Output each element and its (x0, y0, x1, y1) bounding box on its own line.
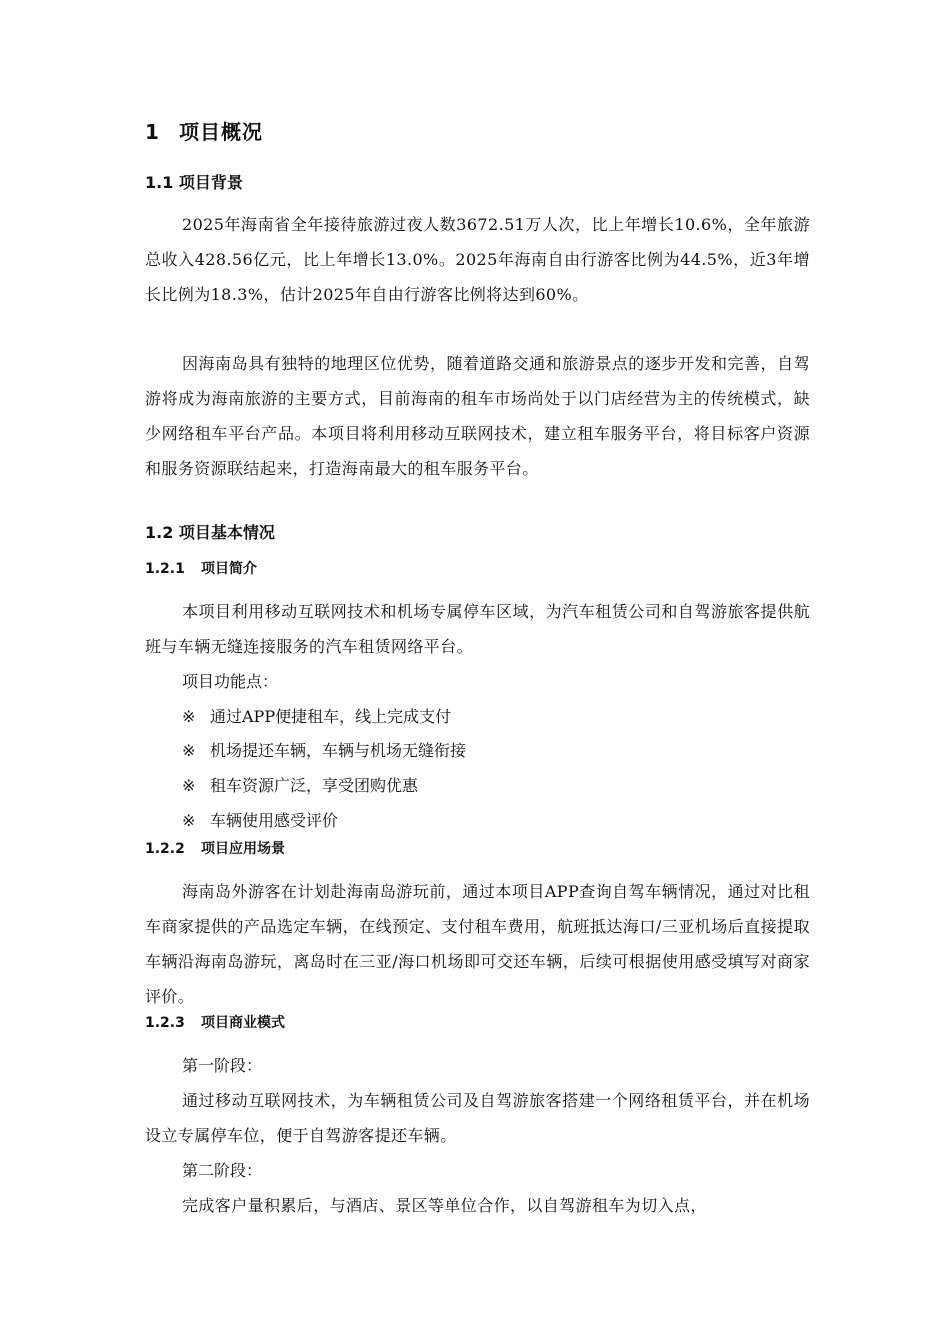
subsubsection-heading-business-model (145, 1012, 810, 1034)
feature-list-item (145, 768, 847, 803)
subsubsection-number: 1.2.3 (145, 1015, 185, 1031)
intro-paragraph: 本项目利用移动互联网技术和机场专属停车区域，为汽车租赁公司和自驾游旅客提供航班与车辆无缝连接服务的汽车租赁网络平台。 (145, 602, 810, 656)
stage-two-paragraph: 完成客户量积累后，与酒店、景区等单位合作，以自驾游租车为切入点， (182, 1196, 707, 1215)
feature-list-item (145, 803, 847, 838)
subsubsection-title: 项目商业模式 (201, 1015, 285, 1031)
reference-mark-icon: ※ (182, 776, 196, 795)
reference-mark-icon: ※ (182, 741, 196, 760)
feature-text: 通过APP便捷租车，线上完成支付 (210, 707, 452, 726)
subsubsection-title: 项目应用场景 (201, 841, 285, 857)
feature-text: 租车资源广泛，享受团购优惠 (210, 776, 419, 795)
features-label: 项目功能点： (182, 672, 279, 691)
section-heading (145, 117, 810, 147)
scenario-paragraph: 海南岛外游客在计划赴海南岛游玩前，通过本项目APP查询自驾车辆情况，通过对比租车商家提供的产品选定车辆，在线预定、支付租车费用，航班抵达海口/三亚机场后直接提取车辆沿海南岛游玩，离岛时在三亚/海口机场即可交还车辆，后续可根据使用感受填写对商家评价。 (145, 882, 810, 1006)
subsubsection-heading-scenario (145, 838, 810, 860)
stage-one-paragraph: 通过移动互联网技术，为车辆租赁公司及自驾游旅客搭建一个网络租赁平台，并在机场设立专属停车位，便于自驾游客提还车辆。 (145, 1091, 810, 1145)
reference-mark-icon: ※ (182, 811, 196, 830)
background-paragraph-1: 2025年海南省全年接待旅游过夜人数3672.51万人次，比上年增长10.6%，全年旅游总收入428.56亿元，比上年增长13.0%。2025年海南自由行游客比例为44.5%，近3年增长比例为18.3%，估计2025年自由行游客比例将达到60%。 (145, 215, 810, 304)
subsubsection-heading-intro (145, 558, 810, 580)
feature-text: 车辆使用感受评价 (210, 811, 339, 830)
background-paragraph-2: 因海南岛具有独特的地理区位优势，随着道路交通和旅游景点的逐步开发和完善，自驾游将成为海南旅游的主要方式，目前海南的租车市场尚处于以门店经营为主的传统模式，缺少网络租车平台产品。本项目将利用移动互联网技术，建立租车服务平台，将目标客户资源和服务资源联结起来，打造海南最大的租车服务平台。 (145, 354, 810, 478)
feature-text: 机场提还车辆，车辆与机场无缝衔接 (210, 741, 467, 760)
stage-two-label: 第二阶段： (182, 1161, 263, 1180)
subsection-heading-basic-info: 1.2 项目基本情况 (145, 523, 275, 542)
subsubsection-number: 1.2.1 (145, 561, 185, 577)
subsubsection-number: 1.2.2 (145, 841, 185, 857)
subsubsection-title: 项目简介 (201, 561, 257, 577)
stage-one-label: 第一阶段： (182, 1056, 263, 1075)
feature-list-item (145, 733, 847, 768)
reference-mark-icon: ※ (182, 707, 196, 726)
section-title: 项目概况 (179, 120, 263, 144)
feature-list-item (145, 699, 847, 734)
section-number: 1 (145, 120, 160, 144)
subsection-heading-background: 1.1 项目背景 (145, 173, 243, 192)
